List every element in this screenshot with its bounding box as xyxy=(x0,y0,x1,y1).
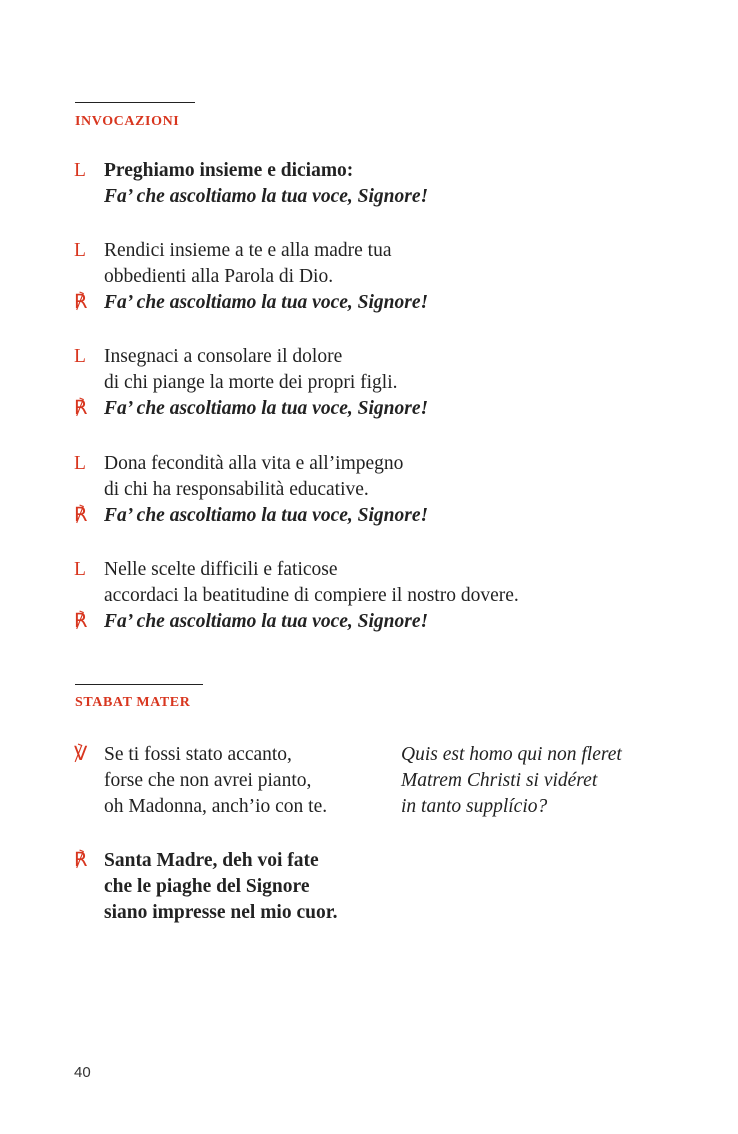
intro-line: Preghiamo insieme e diciamo: xyxy=(104,160,354,181)
verse-line: oh Madonna, anch’io con te. xyxy=(104,796,328,817)
invocation-line: di chi ha responsabilità educative. xyxy=(104,479,369,500)
response-line: Santa Madre, deh voi fate xyxy=(104,850,319,871)
section-rule xyxy=(75,102,195,103)
intro-response-line: Fa’ che ascoltiamo la tua voce, Signore! xyxy=(104,186,429,207)
response-line: siano impresse nel mio cuor. xyxy=(104,902,338,923)
response-line: Fa’ che ascoltiamo la tua voce, Signore! xyxy=(104,505,429,526)
response-line: che le piaghe del Signore xyxy=(104,876,310,897)
reader-marker: L xyxy=(74,160,86,181)
response-line: Fa’ che ascoltiamo la tua voce, Signore! xyxy=(104,398,429,419)
verse-line: Se ti fossi stato accanto, xyxy=(104,744,292,765)
invocation-line: accordaci la beatitudine di compiere il nostro dovere. xyxy=(104,585,519,606)
response-marker: ℟ xyxy=(74,398,88,419)
section-title-stabat-mater: STABAT MATER xyxy=(75,695,191,710)
response-marker: ℟ xyxy=(74,611,88,632)
verse-marker: ℣ xyxy=(74,744,88,765)
reader-marker: L xyxy=(74,559,86,580)
latin-verse-line: in tanto supplício? xyxy=(401,796,548,817)
reader-marker: L xyxy=(74,453,86,474)
verse-line: forse che non avrei pianto, xyxy=(104,770,312,791)
response-line: Fa’ che ascoltiamo la tua voce, Signore! xyxy=(104,611,429,632)
response-marker: ℟ xyxy=(74,505,88,526)
latin-verse-line: Matrem Christi si vidéret xyxy=(401,770,598,791)
invocation-line: obbedienti alla Parola di Dio. xyxy=(104,266,334,287)
invocation-line: di chi piange la morte dei propri figli. xyxy=(104,372,398,393)
page-number: 40 xyxy=(74,1064,91,1081)
response-marker: ℟ xyxy=(74,850,88,871)
invocation-line: Nelle scelte difficili e faticose xyxy=(104,559,338,580)
section-rule xyxy=(75,684,203,685)
response-marker: ℟ xyxy=(74,292,88,313)
invocation-line: Dona fecondità alla vita e all’impegno xyxy=(104,453,404,474)
section-title-invocazioni: INVOCAZIONI xyxy=(75,114,180,129)
reader-marker: L xyxy=(74,346,86,367)
latin-verse-line: Quis est homo qui non fleret xyxy=(401,744,622,765)
reader-marker: L xyxy=(74,240,86,261)
response-line: Fa’ che ascoltiamo la tua voce, Signore! xyxy=(104,292,429,313)
invocation-line: Insegnaci a consolare il dolore xyxy=(104,346,343,367)
invocation-line: Rendici insieme a te e alla madre tua xyxy=(104,240,392,261)
